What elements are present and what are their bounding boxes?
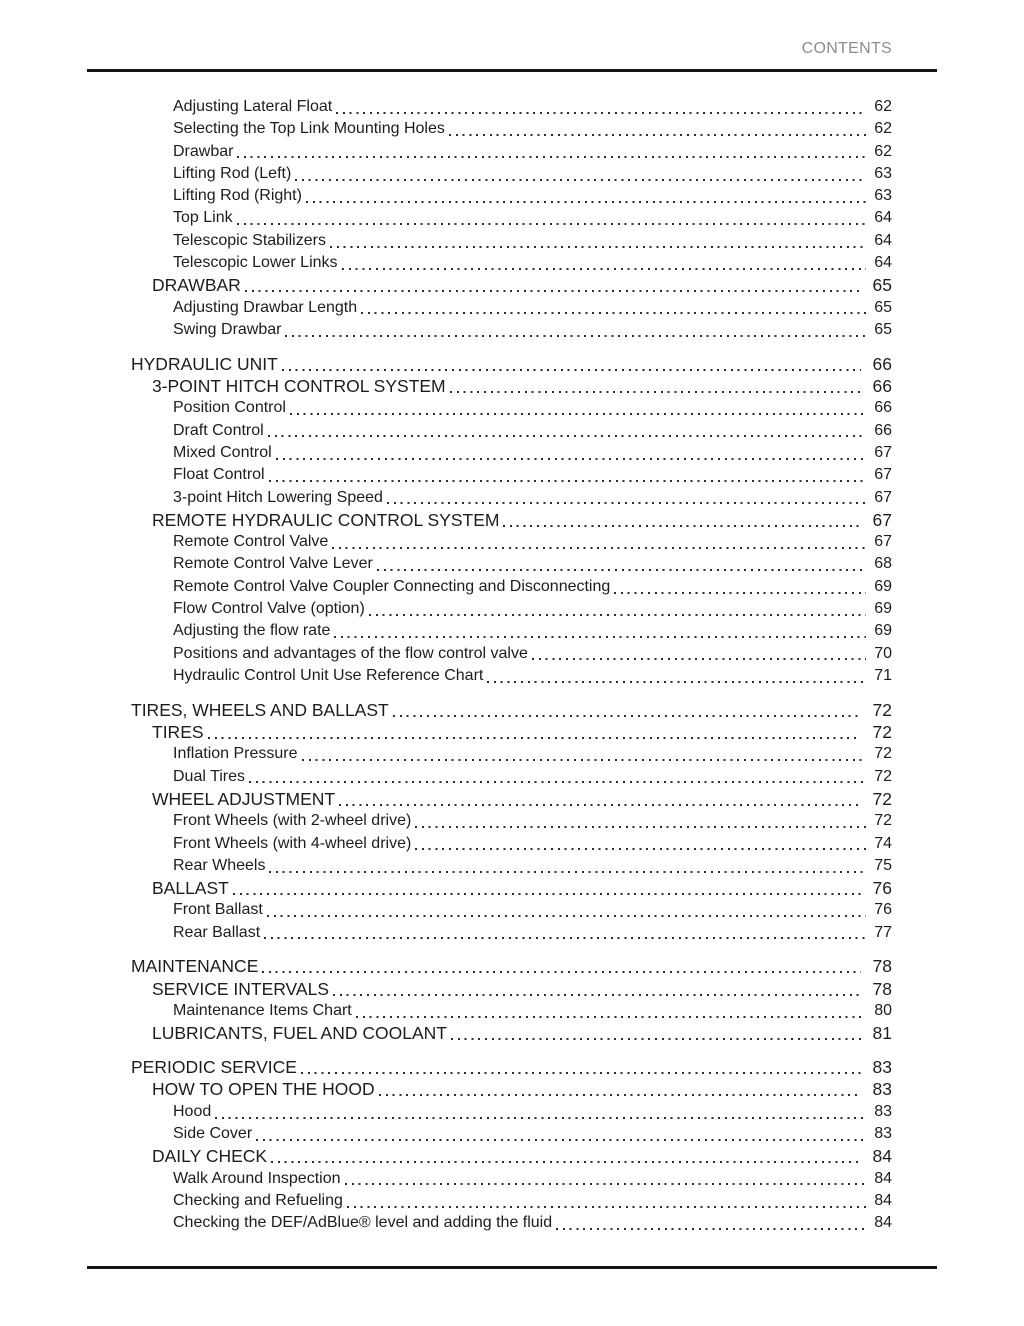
toc-entry-label: MAINTENANCE: [131, 956, 259, 977]
toc-entry: [131, 207, 892, 229]
toc-entry: [131, 553, 892, 575]
toc-entry: [131, 319, 892, 341]
dot-leader: [503, 525, 861, 527]
toc-entry: [131, 922, 892, 944]
toc-entry: [131, 699, 892, 721]
toc-entry-page: 66: [874, 421, 892, 439]
dot-leader: [301, 1072, 861, 1074]
toc-entry: [131, 576, 892, 598]
toc-entry-page: 64: [874, 254, 892, 272]
toc-entry-page: 84: [872, 1146, 892, 1167]
toc-entry: [131, 598, 892, 620]
toc-entry-page: 84: [874, 1191, 892, 1209]
toc-entry-page: 84: [874, 1169, 892, 1187]
toc-entry: [131, 274, 892, 296]
toc-entry-page: 72: [874, 812, 892, 830]
toc-entry-label: Positions and advantages of the flow control valve: [173, 644, 528, 662]
dot-leader: [269, 480, 866, 482]
toc-entry-label: Adjusting the flow rate: [173, 622, 331, 640]
toc-entry-page: 69: [874, 600, 892, 618]
toc-entry-label: Maintenance Items Chart: [173, 1002, 352, 1020]
toc-entry-label: Checking and Refueling: [173, 1191, 343, 1209]
dot-leader: [387, 502, 866, 504]
toc-entry-label: Swing Drawbar: [173, 320, 282, 338]
toc-entry-label: BALLAST: [152, 878, 229, 899]
toc-entry: [131, 531, 892, 553]
toc-entry: [131, 252, 892, 274]
toc-entry-label: Float Control: [173, 466, 265, 484]
dot-leader: [369, 614, 866, 616]
dot-leader: [333, 994, 861, 996]
dot-leader: [332, 547, 866, 549]
toc-entry-page: 75: [874, 856, 892, 874]
toc-entry: [131, 855, 892, 877]
toc-entry: [131, 1212, 892, 1234]
dot-leader: [449, 134, 866, 136]
dot-leader: [245, 290, 861, 292]
toc-entry-label: Flow Control Valve (option): [173, 600, 365, 618]
toc-entry: [131, 1000, 892, 1022]
toc-entry-label: Rear Ballast: [173, 923, 261, 941]
toc-entry-label: Drawbar: [173, 142, 234, 160]
dot-leader: [339, 804, 861, 806]
toc-entry-label: Telescopic Stabilizers: [173, 231, 326, 249]
toc-entry-page: 83: [872, 1079, 892, 1100]
dot-leader: [269, 871, 866, 873]
dot-leader: [336, 112, 866, 114]
toc-entry-page: 67: [872, 509, 892, 530]
toc-entry-page: 76: [874, 901, 892, 919]
dot-leader: [249, 781, 866, 783]
toc-entry: [131, 1022, 892, 1044]
dot-leader: [377, 569, 866, 571]
toc-entry-label: REMOTE HYDRAULIC CONTROL SYSTEM: [152, 509, 500, 530]
toc-entry: [131, 96, 892, 118]
toc-entry-label: Remote Control Valve: [173, 533, 329, 551]
toc-entry: [131, 509, 892, 531]
running-header: [802, 39, 892, 58]
dot-leader: [215, 1117, 866, 1119]
toc-entry: [131, 442, 892, 464]
dot-leader: [256, 1139, 866, 1141]
toc-entry-label: PERIODIC SERVICE: [131, 1057, 297, 1078]
running-header-label: CONTENTS: [801, 40, 892, 57]
toc-entry-label: 3-POINT HITCH CONTROL SYSTEM: [152, 376, 446, 397]
toc-entry-page: 67: [874, 533, 892, 551]
toc-entry-label: Remote Control Valve Coupler Connecting and Disconnecting: [173, 577, 611, 595]
toc-entry: [131, 118, 892, 140]
toc-entry-page: 72: [872, 722, 892, 743]
dot-leader: [264, 937, 866, 939]
dot-leader: [267, 915, 866, 917]
toc-entry: [131, 353, 892, 375]
toc-entry: [131, 397, 892, 419]
toc-entry-page: 72: [874, 745, 892, 763]
toc-entry-page: 72: [872, 699, 892, 720]
toc-entry: [131, 1056, 892, 1078]
dot-leader: [556, 1228, 866, 1230]
toc-entry: [131, 1123, 892, 1145]
toc-entry-page: 72: [874, 767, 892, 785]
toc-entry: [131, 899, 892, 921]
toc-entry: [131, 978, 892, 1000]
toc-entry-label: Selecting the Top Link Mounting Holes: [173, 120, 445, 138]
dot-leader: [393, 715, 861, 717]
toc-entry-page: 69: [874, 577, 892, 595]
toc-entry-page: 67: [874, 443, 892, 461]
toc-entry-label: DAILY CHECK: [152, 1146, 268, 1167]
dot-leader: [237, 156, 866, 158]
toc-entry-label: Lifting Rod (Right): [173, 187, 302, 205]
toc-entry-page: 68: [874, 555, 892, 573]
toc-entry: [131, 620, 892, 642]
toc-list: [131, 96, 892, 1235]
toc-entry-label: Side Cover: [173, 1125, 253, 1143]
toc-entry: [131, 810, 892, 832]
toc-entry-page: 83: [874, 1125, 892, 1143]
dot-leader: [532, 658, 866, 660]
toc-entry: [131, 141, 892, 163]
toc-entry: [131, 1190, 892, 1212]
dot-leader: [302, 759, 866, 761]
toc-entry-label: DRAWBAR: [152, 275, 241, 296]
toc-entry-label: Inflation Pressure: [173, 745, 298, 763]
toc-entry: [131, 163, 892, 185]
dot-leader: [262, 971, 861, 973]
toc-entry-label: HOW TO OPEN THE HOOD: [152, 1079, 375, 1100]
toc-entry-label: Lifting Rod (Left): [173, 164, 292, 182]
toc-entry-label: LUBRICANTS, FUEL AND COOLANT: [152, 1023, 447, 1044]
toc-entry-page: 64: [874, 231, 892, 249]
toc-entry-page: 64: [874, 209, 892, 227]
toc-entry-label: Hood: [173, 1102, 212, 1120]
toc-entry-page: 81: [872, 1023, 892, 1044]
dot-leader: [450, 391, 861, 393]
toc-entry: [131, 487, 892, 509]
toc-entry-page: 66: [872, 376, 892, 397]
toc-entry-label: Front Wheels (with 2-wheel drive): [173, 812, 412, 830]
dot-leader: [285, 335, 866, 337]
toc-entry: [131, 665, 892, 687]
header-rule: [87, 69, 937, 72]
dot-leader: [451, 1038, 861, 1040]
toc-entry-page: 74: [874, 834, 892, 852]
toc-entry-page: 65: [874, 298, 892, 316]
toc-entry-label: Top Link: [173, 209, 233, 227]
toc-entry: [131, 185, 892, 207]
dot-leader: [356, 1016, 866, 1018]
dot-leader: [379, 1094, 861, 1096]
toc-entry: [131, 766, 892, 788]
toc-entry-page: 67: [874, 488, 892, 506]
toc-entry-page: 71: [874, 666, 892, 684]
dot-leader: [487, 681, 866, 683]
toc-entry-page: 70: [874, 644, 892, 662]
toc-entry-page: 62: [874, 120, 892, 138]
toc-entry-page: 65: [872, 275, 892, 296]
toc-entry-page: 65: [874, 320, 892, 338]
toc-entry-page: 62: [874, 98, 892, 115]
toc-entry-label: Checking the DEF/AdBlue® level and adding the fluid: [173, 1214, 553, 1232]
toc-entry-label: TIRES, WHEELS AND BALLAST: [131, 699, 389, 720]
toc-entry-page: 83: [872, 1057, 892, 1078]
toc-entry: [131, 420, 892, 442]
toc-entry: [131, 1101, 892, 1123]
toc-entry: [131, 375, 892, 397]
footer-rule: [87, 1266, 937, 1269]
toc-entry: [131, 1168, 892, 1190]
dot-leader: [282, 369, 861, 371]
dot-leader: [361, 312, 866, 314]
toc-entry-label: Position Control: [173, 399, 286, 417]
dot-leader: [306, 201, 866, 203]
toc-entry-label: Remote Control Valve Lever: [173, 555, 373, 573]
dot-leader: [271, 1161, 861, 1163]
toc-entry-page: 67: [874, 466, 892, 484]
dot-leader: [233, 893, 861, 895]
dot-leader: [276, 458, 866, 460]
toc-entry: [131, 464, 892, 486]
toc-entry-page: 72: [872, 788, 892, 809]
toc-entry-page: 66: [874, 399, 892, 417]
toc-entry-page: 66: [872, 353, 892, 374]
toc-entry: [131, 297, 892, 319]
dot-leader: [290, 413, 866, 415]
toc-entry-page: 63: [874, 164, 892, 182]
toc-entry: [131, 877, 892, 899]
toc-entry-label: Dual Tires: [173, 767, 246, 785]
toc-entry: [131, 788, 892, 810]
toc-entry-label: SERVICE INTERVALS: [152, 978, 330, 999]
toc-entry: [131, 643, 892, 665]
toc-entry-label: WHEEL ADJUSTMENT: [152, 788, 336, 809]
dot-leader: [347, 1206, 866, 1208]
dot-leader: [295, 179, 866, 181]
dot-leader: [415, 848, 866, 850]
toc-entry: [131, 833, 892, 855]
toc-entry-page: 77: [874, 923, 892, 941]
toc-entry-page: 69: [874, 622, 892, 640]
toc-entry-label: 3-point Hitch Lowering Speed: [173, 488, 383, 506]
dot-leader: [614, 592, 866, 594]
toc-entry-label: Walk Around Inspection: [173, 1169, 341, 1187]
toc-entry-page: 63: [874, 187, 892, 205]
toc-entry-page: 80: [874, 1002, 892, 1020]
dot-leader: [268, 435, 866, 437]
toc-entry: [131, 743, 892, 765]
toc-entry-page: 78: [872, 978, 892, 999]
toc-entry-label: Front Wheels (with 4-wheel drive): [173, 834, 412, 852]
toc-entry-label: Adjusting Drawbar Length: [173, 298, 358, 316]
toc-entry-label: Draft Control: [173, 421, 264, 439]
toc-entry: [131, 1145, 892, 1167]
toc-entry: [131, 1078, 892, 1100]
toc-entry-label: Mixed Control: [173, 443, 272, 461]
dot-leader: [330, 246, 866, 248]
toc-entry-label: Front Ballast: [173, 901, 263, 919]
toc-entry-label: HYDRAULIC UNIT: [131, 353, 278, 374]
dot-leader: [342, 268, 866, 270]
toc-entry-label: Adjusting Lateral Float: [173, 98, 333, 115]
toc-entry: [131, 955, 892, 977]
toc-entry-page: 76: [872, 878, 892, 899]
dot-leader: [334, 636, 866, 638]
toc-entry-page: 83: [874, 1102, 892, 1120]
toc-entry-page: 78: [872, 956, 892, 977]
toc-entry: [131, 230, 892, 252]
dot-leader: [415, 826, 866, 828]
toc-entry-page: 62: [874, 142, 892, 160]
toc-entry-page: 84: [874, 1214, 892, 1232]
toc-entry: [131, 721, 892, 743]
toc-entry-label: Hydraulic Control Unit Use Reference Chart: [173, 666, 484, 684]
dot-leader: [345, 1183, 867, 1185]
dot-leader: [237, 223, 866, 225]
dot-leader: [208, 737, 861, 739]
toc-entry-label: TIRES: [152, 722, 204, 743]
toc-entry-label: Telescopic Lower Links: [173, 254, 338, 272]
toc-entry-label: Rear Wheels: [173, 856, 266, 874]
